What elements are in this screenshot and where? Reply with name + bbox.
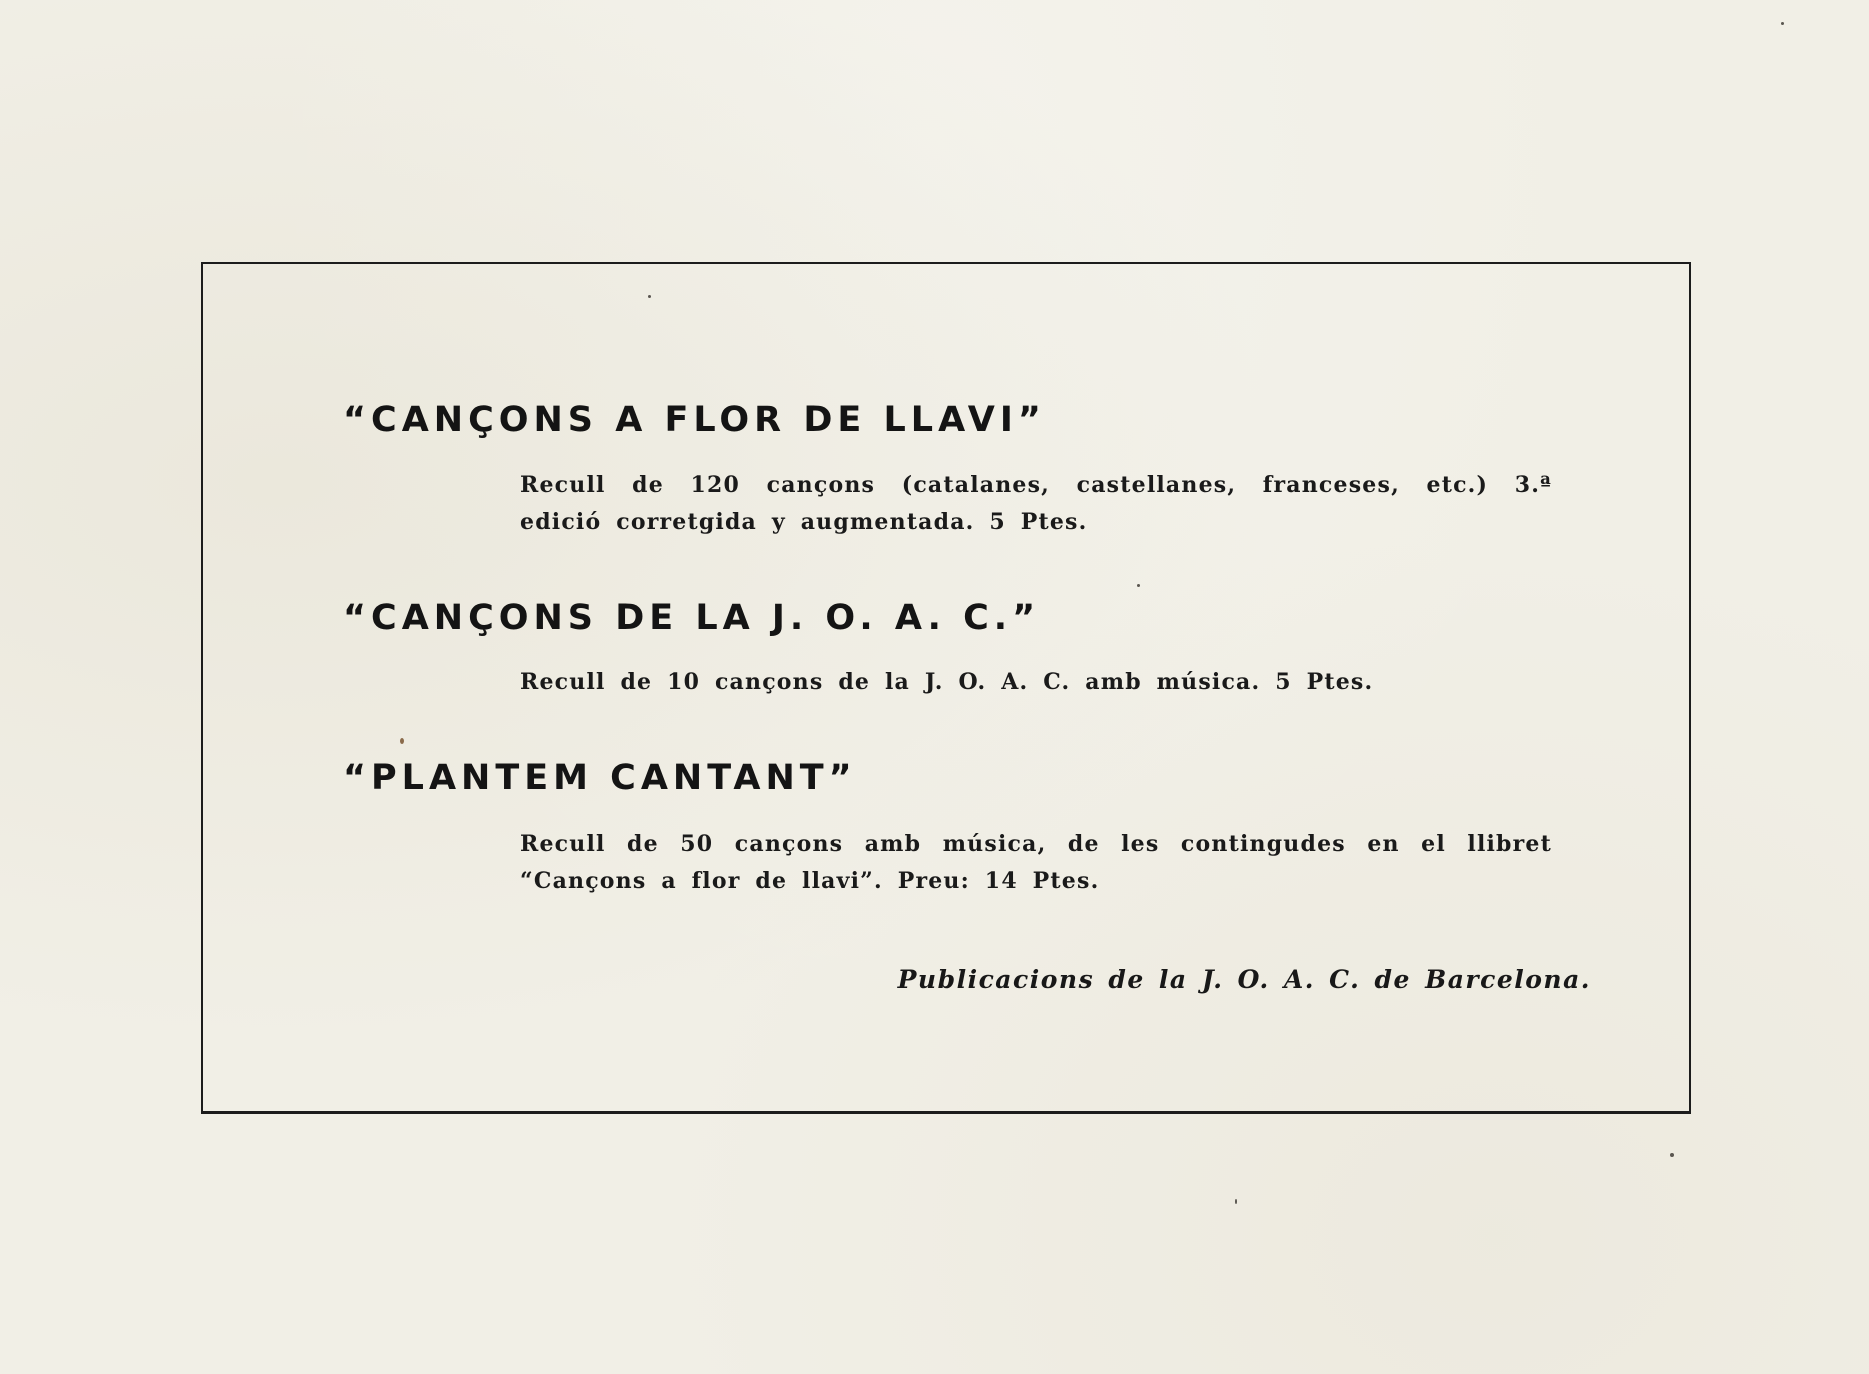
entry-description-cancons-de-la-joac: Recull de 10 cançons de la J. O. A. C. amb música. 5 Ptes.: [520, 669, 1374, 695]
entry-title-plantem-cantant: “PLANTEM CANTANT”: [343, 758, 857, 798]
paper-speck: [1137, 584, 1140, 587]
paper-speck: [400, 738, 404, 744]
paper-speck: [1670, 1153, 1674, 1157]
entry-description-cancons-a-flor-de-llavi: Recull de 120 cançons (catalanes, castellanes, franceses, etc.) 3.ª edició corretgida y augmentada. 5 Ptes.: [520, 472, 1552, 535]
entry-description-plantem-cantant: Recull de 50 cançons amb música, de les contingudes en el llibret “Cançons a flor de llavi”. Preu: 14 Ptes.: [520, 831, 1552, 894]
publisher-credit: Publicacions de la J. O. A. C. de Barcelona.: [897, 965, 1591, 994]
paper-speck: [648, 295, 651, 298]
entry-title-cancons-a-flor-de-llavi: “CANÇONS A FLOR DE LLAVI”: [343, 400, 1046, 440]
entry-title-cancons-de-la-joac: “CANÇONS DE LA J. O. A. C.”: [343, 598, 1041, 638]
paper-speck: [1235, 1199, 1237, 1204]
paper-speck: [1781, 22, 1784, 25]
